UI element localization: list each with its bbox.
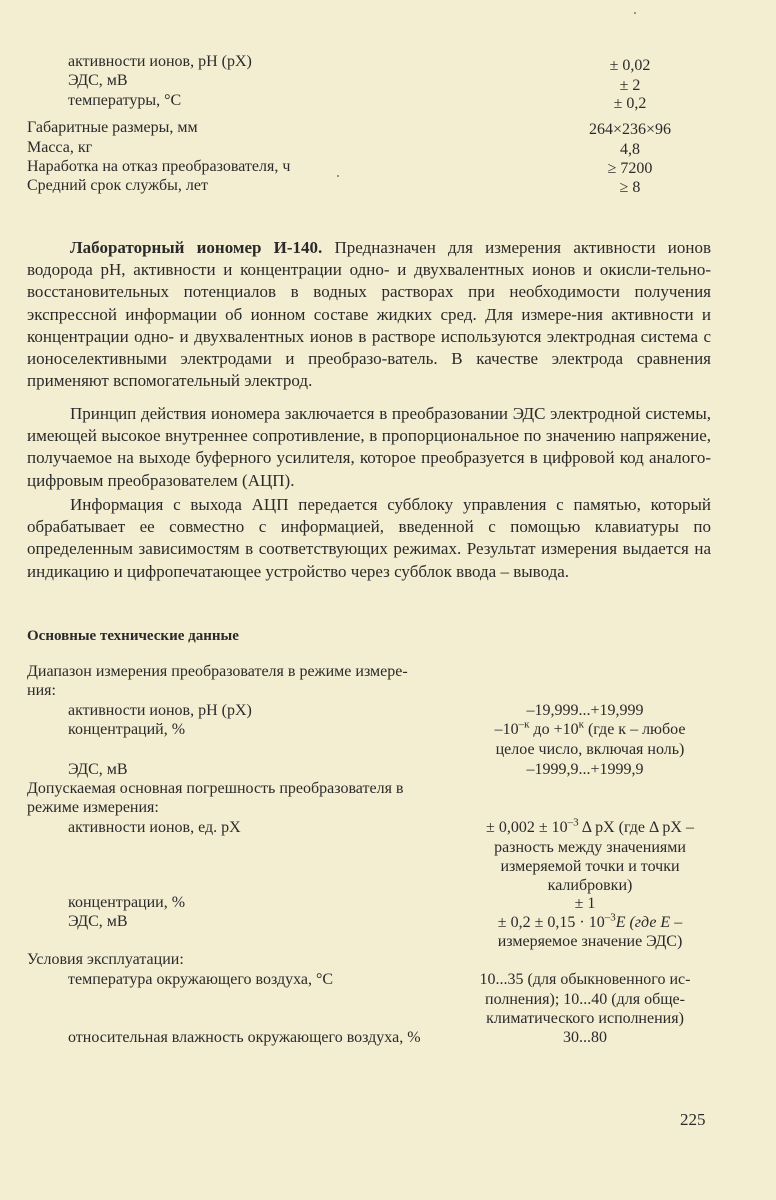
spec-label: относительная влажность окружающего воздуха, % (68, 1029, 421, 1046)
spec-value-cont: измеряемое значение ЭДС) (497, 933, 683, 950)
value-part: (где к – любое (583, 721, 686, 738)
spec-label: ЭДС, мВ (68, 72, 128, 89)
value-part: ± 0,2 ± 0,15 · 10 (497, 914, 605, 931)
conditions-title: Условия эксплуатации: (27, 951, 184, 968)
spec-value: ± 0,2 (613, 95, 647, 112)
spec-value (460, 818, 720, 838)
spec-value: 4,8 (620, 141, 640, 158)
value-part: до +10 (529, 721, 579, 738)
paragraph-intro (27, 237, 711, 392)
spec-value-cont: разность между значениями (494, 839, 686, 856)
spec-value-cont: измеряемой точки и точки (500, 858, 680, 875)
error-title-cont: режиме измерения: (27, 799, 159, 816)
exponent: –3 (567, 816, 579, 829)
spec-value: ≥ 8 (619, 179, 641, 196)
section-heading: Основные технические данные (27, 628, 239, 644)
spec-value-cont: полнения); 10...40 (для обще- (485, 991, 685, 1008)
spec-value: ± 0,02 (609, 57, 651, 74)
range-title: Диапазон измерения преобразователя в режиме измере- (27, 663, 408, 680)
spec-label: ЭДС, мВ (68, 761, 128, 778)
spec-label: Средний срок службы, лет (27, 177, 208, 194)
spec-label: температура окружающего воздуха, °С (68, 971, 334, 988)
spec-value: 264×236×96 (588, 121, 672, 138)
value-part: ± 0,002 ± 10 (486, 819, 568, 836)
spec-label: Наработка на отказ преобразователя, ч (27, 158, 291, 175)
paragraph-info: Информация с выхода АЦП передается субблоку управления с памятью, который обрабатывает ее совместно с информацией, введенной с помощью клавиатуры по определенным зависимостям в соответствующих режимах. Результат измерения выдается на индикацию и цифропечатающее устройство через субблок ввода – вывода. (27, 495, 711, 581)
spec-value-cont: калибровки) (547, 877, 633, 894)
spec-label: Масса, кг (27, 139, 93, 156)
value-part: –10 (494, 721, 519, 738)
spec-label: активности ионов, pH (pX) (68, 53, 252, 70)
spec-value: –1999,9...+1999,9 (526, 761, 644, 778)
spec-value (470, 720, 710, 740)
scan-speck (337, 175, 339, 177)
spec-label: активности ионов, ед. pX (68, 819, 241, 836)
spec-label: концентраций, % (68, 721, 186, 738)
value-part: E (где E – (615, 914, 683, 931)
spec-value: 10...35 (для обыкновенного ис- (479, 971, 691, 988)
spec-value: ± 2 (619, 77, 641, 94)
spec-value: –19,999...+19,999 (526, 702, 644, 719)
spec-label: Габаритные размеры, мм (27, 119, 198, 136)
spec-label: ЭДС, мВ (68, 913, 128, 930)
spec-value-cont: климатического исполнения) (486, 1010, 684, 1027)
spec-value-cont: целое число, включая ноль) (495, 741, 685, 758)
paragraph-principle: Принцип действия иономера заключается в преобразовании ЭДС электродной системы, имеющей высокое внутреннее сопротивление, в пропорциональное по значению напряжение, получаемое на выходе буферного усилителя, которое преобразуется в цифровой код аналого-цифровым преобразователем (АЦП). (27, 404, 711, 490)
spec-value (460, 913, 720, 933)
spec-label: концентрации, % (68, 894, 186, 911)
exponent: –3 (604, 911, 616, 924)
range-title-cont: ния: (27, 682, 56, 699)
spec-value: 30...80 (563, 1029, 607, 1046)
error-title: Допускаемая основная погрешность преобразователя в (27, 780, 404, 797)
spec-value: ± 1 (574, 895, 596, 912)
device-title: Лабораторный иономер И-140. (70, 238, 323, 257)
spec-label: активности ионов, pH (pX) (68, 702, 252, 719)
value-part: Δ pX (где Δ pX – (578, 819, 694, 836)
exponent: к (578, 718, 584, 731)
scan-speck (634, 12, 636, 14)
spec-label: температуры, °С (68, 92, 182, 109)
spec-value: ≥ 7200 (607, 160, 653, 177)
exponent: –к (518, 718, 530, 731)
page-number: 225 (680, 1110, 706, 1129)
paragraph-text: Предназначен для измерения активности ионов водорода pH, активности и концентрации одно- и двухвалентных ионов и окисли-тельно-восстановительных потенциалов в водных растворах при необходимости получения экспрессной информации об ионном составе жидких сред. Для измере-ния активности и концентрации одно- и двухвалентных ионов в растворе используются электродная система с ионоселективными электродами и преобразо-ватель. В качестве электрода сравнения применяют вспомогательный электрод. (27, 238, 711, 391)
